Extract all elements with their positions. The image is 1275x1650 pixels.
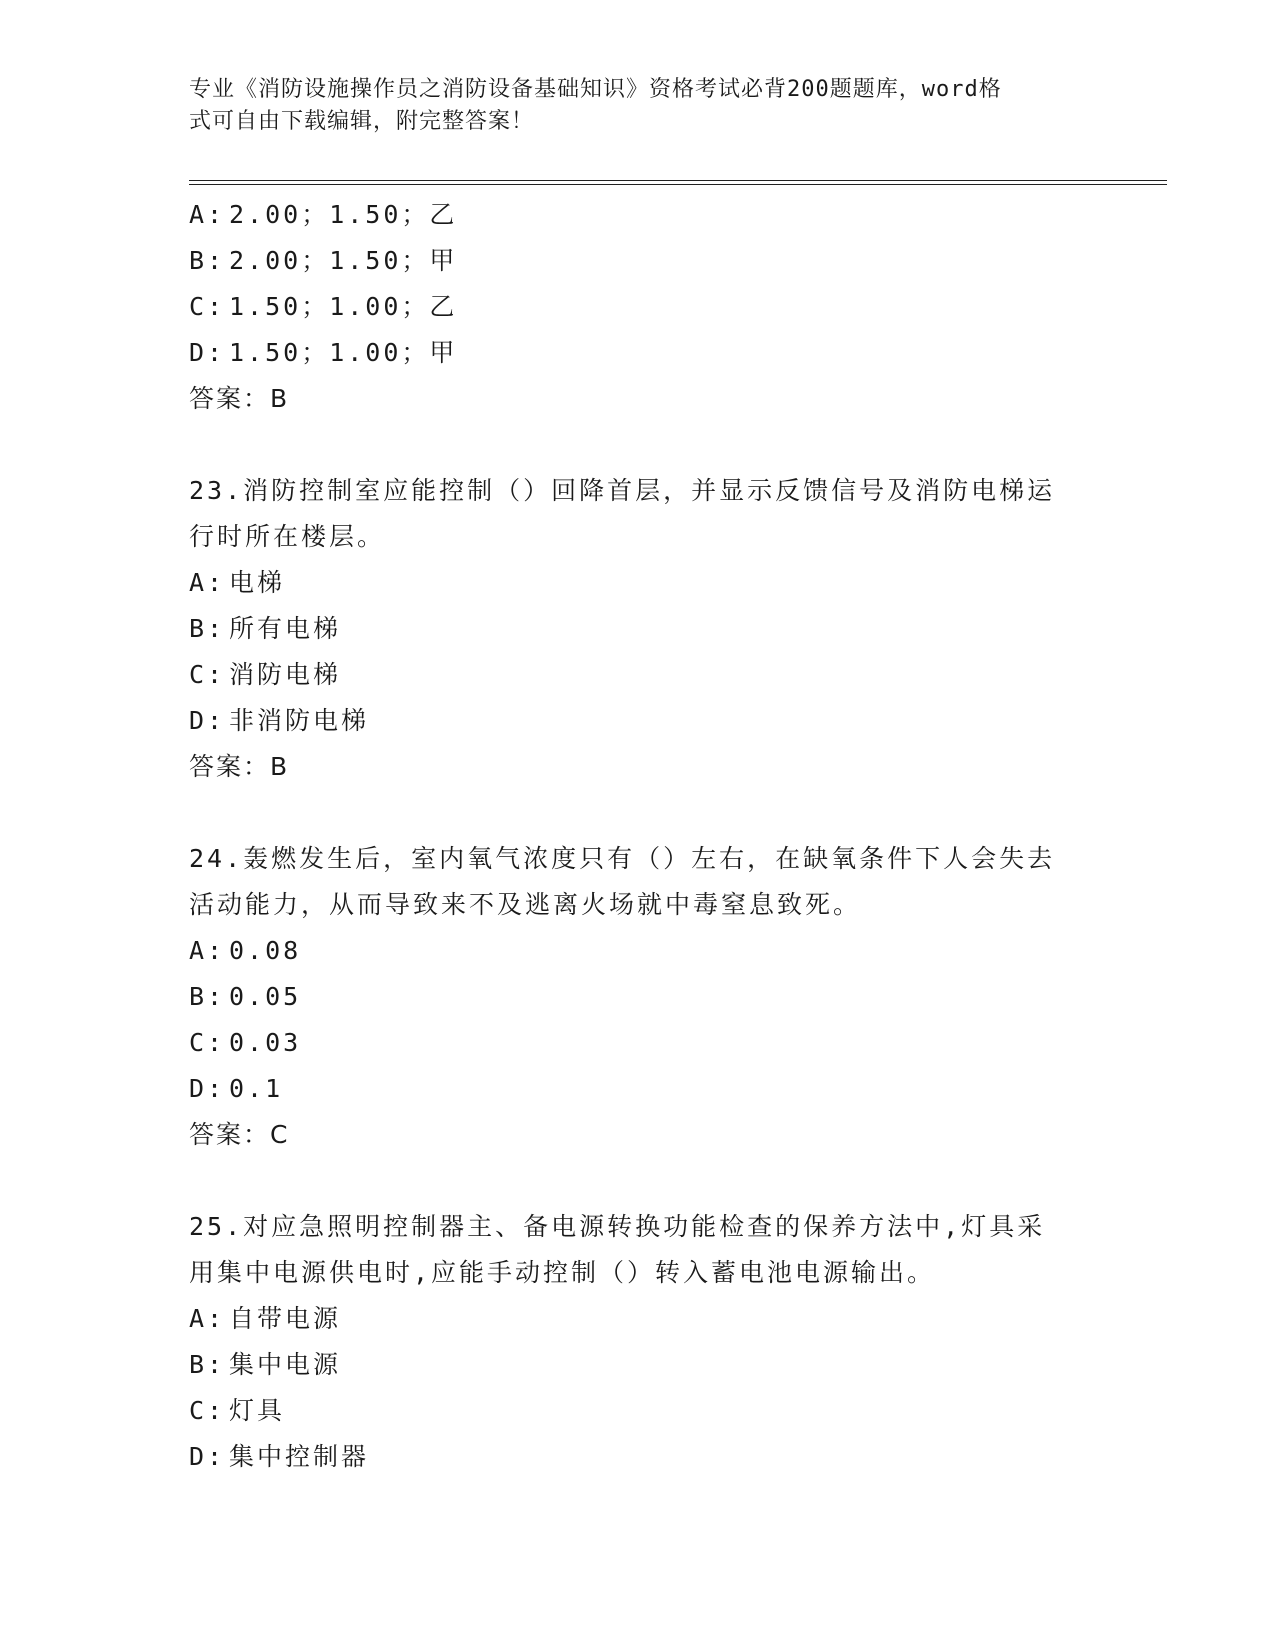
option-key: B: — [189, 1350, 226, 1379]
option-b — [189, 238, 1089, 284]
option-b — [189, 606, 1089, 652]
option-d — [189, 698, 1089, 744]
question-stem-line-2: 行时所在楼层。 — [189, 522, 386, 551]
option-key: A: — [189, 568, 226, 597]
option-b — [189, 974, 1089, 1020]
option-key: B: — [189, 246, 226, 275]
question-stem-line-1: 23.消防控制室应能控制（）回降首层，并显示反馈信号及消防电梯运 — [189, 476, 1056, 505]
option-text: 电梯 — [229, 568, 286, 597]
option-text: 消防电梯 — [229, 660, 342, 689]
question-23 — [189, 468, 1089, 790]
option-text: 集中电源 — [229, 1350, 342, 1379]
option-text: 集中控制器 — [229, 1442, 370, 1471]
option-c — [189, 284, 1089, 330]
header-divider-bottom — [189, 184, 1167, 185]
option-text: 所有电梯 — [229, 614, 342, 643]
answer-line: 答案：B — [189, 752, 290, 781]
option-text: 0.08 — [229, 936, 302, 965]
option-text: 1.50；1.00；甲 — [229, 338, 458, 367]
option-key: C: — [189, 292, 226, 321]
option-c — [189, 1020, 1089, 1066]
option-key: D: — [189, 1442, 226, 1471]
header-line-1: 专业《消防设施操作员之消防设备基础知识》资格考试必背200题题库，word格 — [189, 77, 1002, 102]
question-stem-line-2: 活动能力，从而导致来不及逃离火场就中毒窒息致死。 — [189, 890, 862, 919]
option-key: B: — [189, 614, 226, 643]
option-text: 非消防电梯 — [229, 706, 370, 735]
question-25 — [189, 1204, 1089, 1480]
option-c — [189, 652, 1089, 698]
option-a — [189, 192, 1089, 238]
option-a — [189, 928, 1089, 974]
option-key: C: — [189, 660, 226, 689]
option-text: 1.50；1.00；乙 — [229, 292, 458, 321]
header-line-2: 式可自由下载编辑，附完整答案！ — [189, 109, 535, 134]
question-stem-line-1: 24.轰燃发生后，室内氧气浓度只有（）左右，在缺氧条件下人会失去 — [189, 844, 1056, 873]
question-stem-line-2: 用集中电源供电时,应能手动控制（）转入蓄电池电源输出。 — [189, 1258, 936, 1287]
option-a — [189, 1296, 1089, 1342]
option-key: C: — [189, 1396, 226, 1425]
option-d — [189, 330, 1089, 376]
option-b — [189, 1342, 1089, 1388]
option-text: 2.00；1.50；甲 — [229, 246, 458, 275]
answer-line: 答案：C — [189, 1120, 290, 1149]
answer-line: 答案：B — [189, 384, 290, 413]
question-list — [189, 192, 1089, 1480]
option-key: B: — [189, 982, 226, 1011]
header-divider-top — [189, 180, 1167, 181]
option-d — [189, 1434, 1089, 1480]
option-key: A: — [189, 1304, 226, 1333]
option-text: 0.05 — [229, 982, 302, 1011]
option-text: 灯具 — [229, 1396, 286, 1425]
option-key: A: — [189, 200, 226, 229]
question-stem-line-1: 25.对应急照明控制器主、备电源转换功能检查的保养方法中,灯具采 — [189, 1212, 1046, 1241]
option-key: A: — [189, 936, 226, 965]
option-d — [189, 1066, 1089, 1112]
option-text: 0.03 — [229, 1028, 302, 1057]
document-header — [189, 74, 1089, 138]
option-text: 自带电源 — [229, 1304, 342, 1333]
option-key: C: — [189, 1028, 226, 1057]
option-text: 0.1 — [229, 1074, 284, 1103]
option-key: D: — [189, 1074, 226, 1103]
option-text: 2.00；1.50；乙 — [229, 200, 458, 229]
question-24 — [189, 836, 1089, 1158]
option-key: D: — [189, 338, 226, 367]
option-c — [189, 1388, 1089, 1434]
prev-question — [189, 192, 1089, 422]
option-a — [189, 560, 1089, 606]
option-key: D: — [189, 706, 226, 735]
